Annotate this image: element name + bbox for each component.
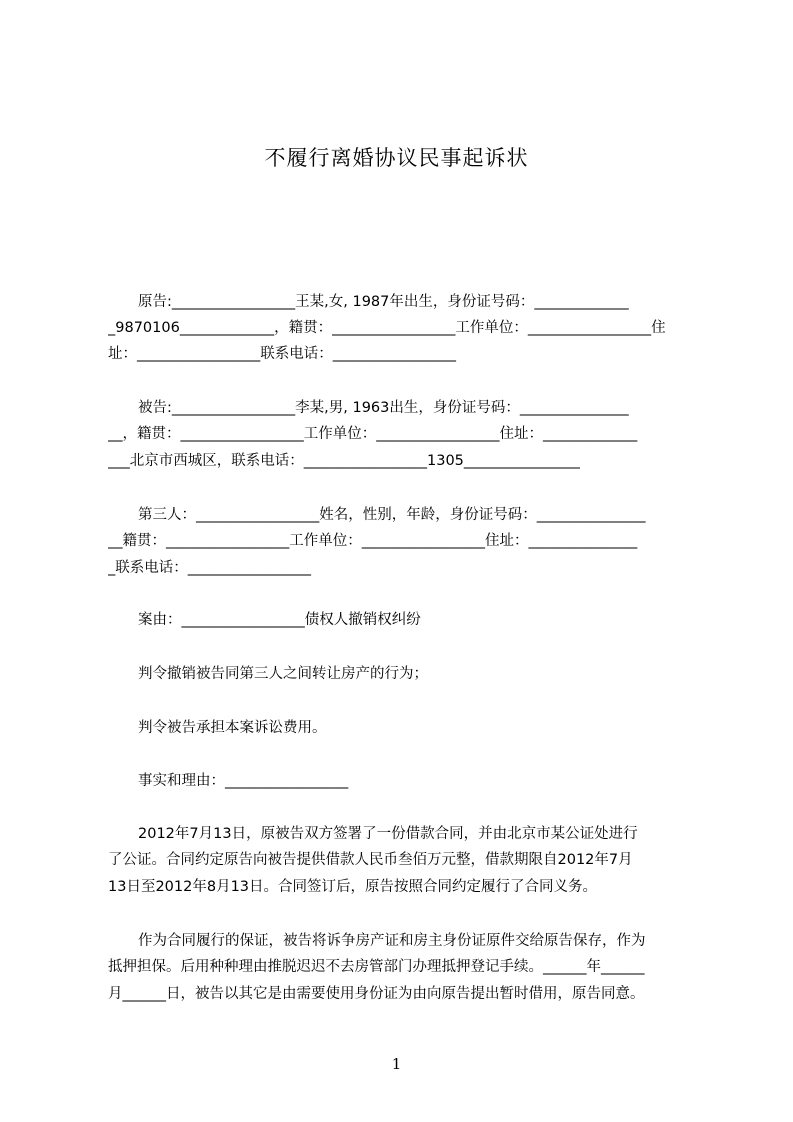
third-party-line-3: _联系电话：_________________ (108, 560, 311, 576)
facts-heading: 事实和理由：_________________ (138, 773, 349, 789)
plaintiff-line-1: 原告:_________________王某,女, 1987年出生，身份证号码：_____________ (138, 294, 629, 310)
page-number: 1 (391, 1055, 402, 1073)
third-party-line-2: __籍贯：_________________工作单位：_________________住址：_______________ (108, 533, 638, 549)
defendant-line-1: 被告:_________________李某,男, 1963出生，身份证号码：_______________ (138, 400, 629, 416)
plaintiff-line-3: 址：_________________联系电话：_________________ (108, 346, 456, 362)
defendant-line-2: __，籍贯：_________________工作单位：_________________住址：_____________ (108, 426, 638, 442)
claim-2: 判令被告承担本案诉讼费用。 (138, 720, 327, 736)
paragraph-2-line-1: 作为合同履行的保证，被告将诉争房产证和房主身份证原件交给原告保存，作为 (138, 933, 646, 949)
defendant-line-3: ___北京市西城区，联系电话：_________________1305________________ (108, 453, 580, 469)
third-party-line-1: 第三人：_________________姓名，性别，年龄，身份证号码：_______________ (138, 507, 646, 523)
paragraph-1-line-1: 2012年7月13日，原被告双方签署了一份借款合同，并由北京市某公证处进行 (138, 826, 638, 842)
document-title: 不履行离婚协议民事起诉状 (264, 146, 529, 170)
cause-line: 案由：_________________债权人撤销权纠纷 (138, 612, 421, 628)
paragraph-1-line-3: 13日至2012年8月13日。合同签订后，原告按照合同约定履行了合同义务。 (108, 879, 598, 895)
paragraph-2-line-2: 抵押担保。后用种种理由推脱迟迟不去房管部门办理抵押登记手续。______年______ (108, 959, 645, 975)
paragraph-2-line-3: 月______日，被告以其它是由需要使用身份证为由向原告提出暂时借用，原告同意。 (108, 986, 645, 1002)
claim-1: 判令撤销被告同第三人之间转让房产的行为； (138, 666, 428, 682)
paragraph-1-line-2: 了公证。合同约定原告向被告提供借款人民币叁佰万元整，借款期限自2012年7月 (108, 852, 633, 868)
plaintiff-line-2: _9870106_____________，籍贯：_________________工作单位：_________________住 (108, 320, 666, 336)
